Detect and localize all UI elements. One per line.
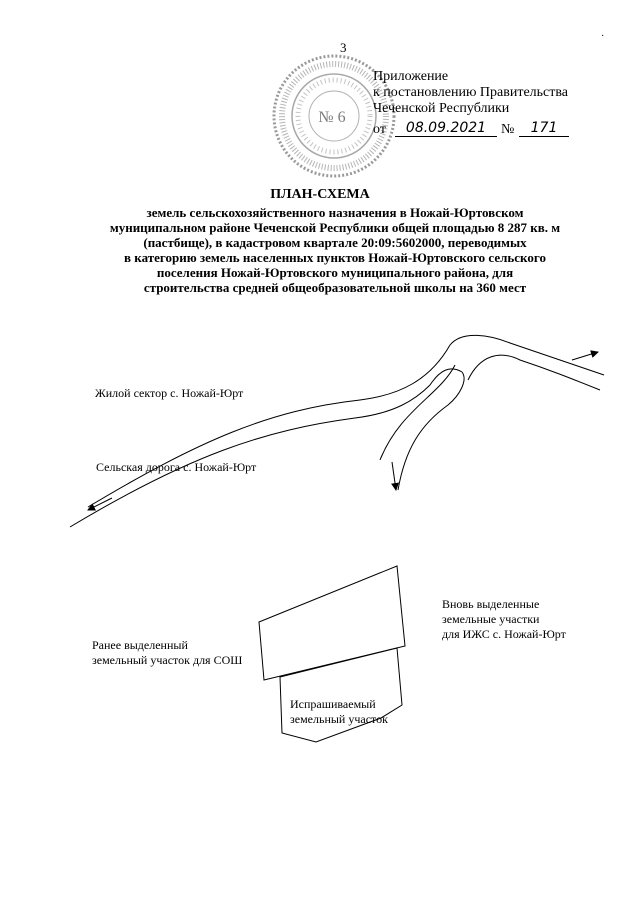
document-title: ПЛАН-СХЕМА [270, 187, 370, 202]
subtitle-line: земель сельскохозяйственного назначения в Ножай-Юртовском [146, 205, 524, 220]
label-new-plots [442, 597, 566, 642]
plot-school-previous [259, 566, 405, 680]
label-line: земельный участок для СОШ [92, 653, 243, 667]
decree-date: 08.09.2021 [395, 120, 497, 137]
number-prefix: № [501, 122, 515, 137]
road-branch-left [380, 365, 455, 460]
subtitle-line: муниципальном районе Чеченской Республики общей площадью 8 287 кв. м [109, 220, 561, 235]
seal-number: № 6 [318, 109, 346, 126]
date-prefix: от [373, 122, 386, 137]
arrow-south [392, 462, 396, 490]
label-requested-plot [290, 697, 388, 727]
appendix-line: Приложение [373, 69, 449, 84]
label-residential-sector: Жилой сектор с. Ножай-Юрт [95, 386, 244, 400]
label-line: земельные участки [442, 612, 540, 626]
page-number: 3 [340, 40, 347, 55]
subtitle-line: строительства средней общеобразовательной школы на 360 мест [143, 280, 527, 295]
plot-requested [280, 648, 402, 742]
road-arrows [88, 352, 598, 510]
appendix-line: Чеченской Республики [373, 101, 510, 116]
label-rural-road: Сельская дорога с. Ножай-Юрт [96, 460, 257, 474]
decree-number: 171 [519, 120, 569, 137]
subtitle-line: поселения Ножай-Юртовского муниципального района, для [156, 265, 514, 280]
subtitle-line: в категорию земель населенных пунктов Ножай-Юртовского сельского [124, 250, 546, 265]
label-previous-plot [92, 638, 242, 668]
scan-dot: · [601, 31, 605, 42]
subtitle-line: (пастбище), в кадастровом квартале 20:09:5602000, переводимых [143, 235, 527, 250]
appendix-line: к постановлению Правительства [373, 85, 569, 100]
label-line: земельный участок [290, 712, 388, 726]
rural-road [70, 335, 604, 527]
label-line: для ИЖС с. Ножай-Юрт [442, 627, 566, 641]
label-line: Испрашиваемый [290, 697, 376, 711]
arrow-east [572, 352, 598, 360]
road-edge-upper [88, 335, 604, 507]
label-line: Ранее выделенный [92, 638, 188, 652]
label-line: Вновь выделенные [442, 597, 540, 611]
road-branch-inner [468, 355, 600, 390]
